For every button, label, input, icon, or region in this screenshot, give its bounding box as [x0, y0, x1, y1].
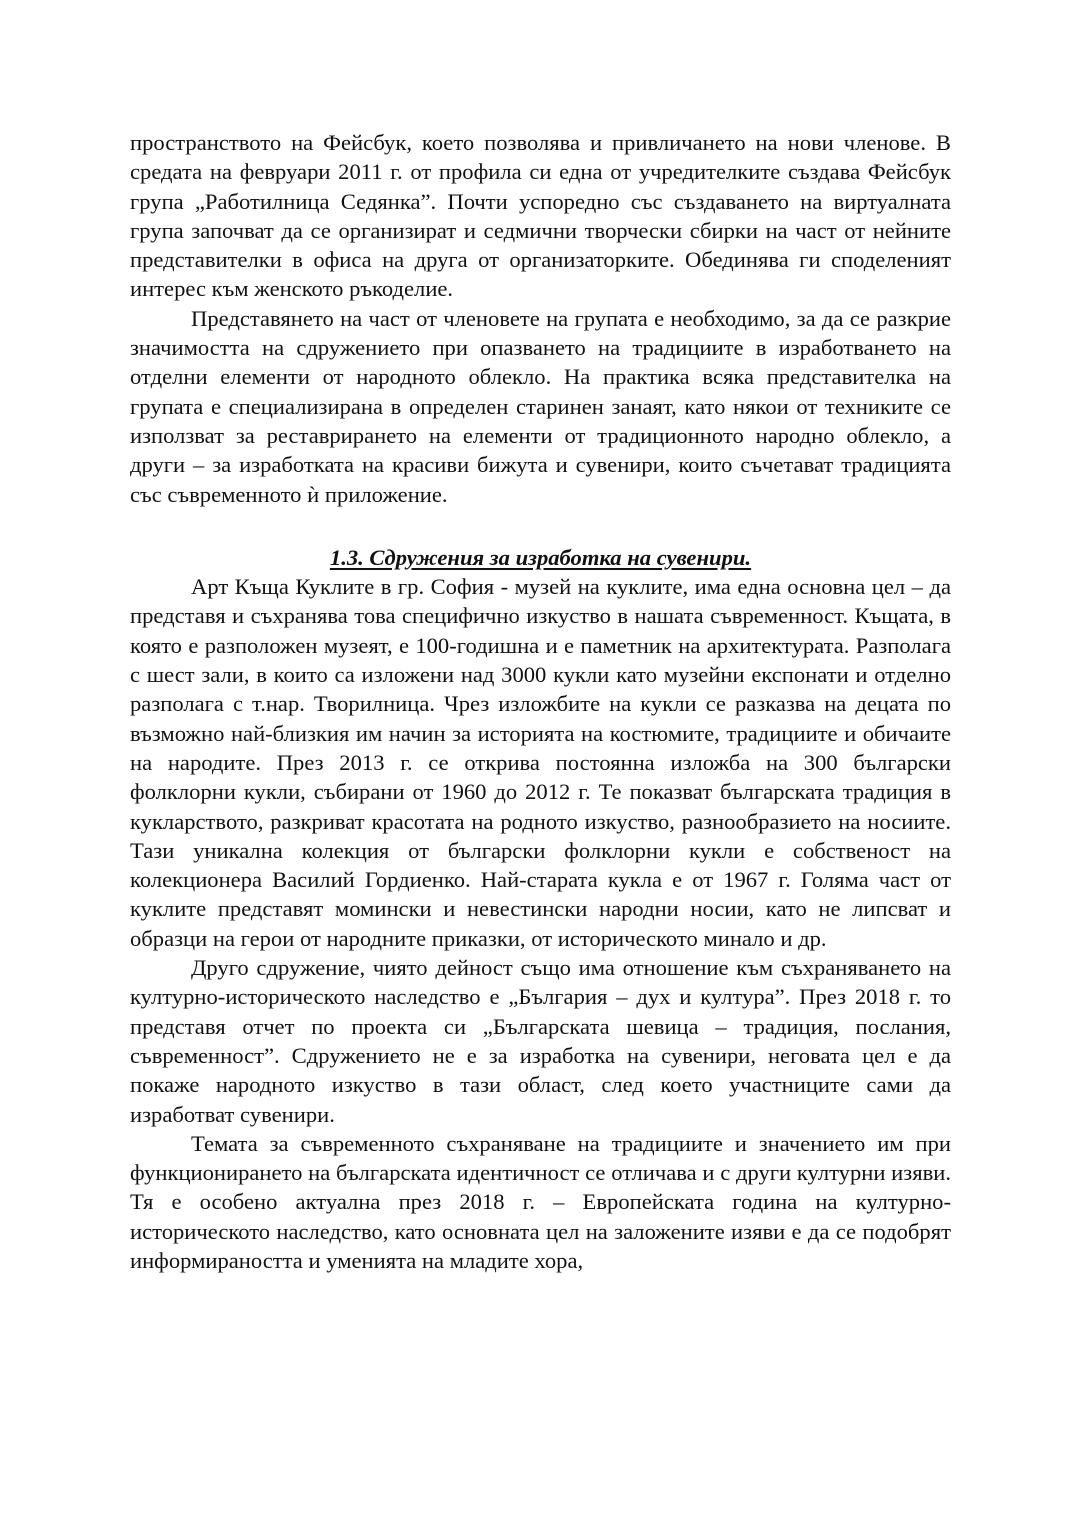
body-paragraph: Друго сдружение, чиято дейност също има отношение към съхраняването на културно-историческото наследство е „България – дух и култура”. През 2018 г. то представя отчет по проекта си „Българската шевица – традиция, послания, съвременност”. Сдружението не е за изработка на сувенири, неговата цел е да покаже народното изкуство в тази област, след което участниците сами да изработват сувенири.	[130, 955, 951, 1127]
body-paragraph: Темата за съвременното съхраняване на традициите и значението им при функционирането на българската идентичност се отличава и с други културни изяви. Тя е особено актуална през 2018 г. – Европейската година на културно-историческото наследство, като основната цел на заложените изяви е да се подобрят информираността и уменията на младите хора,	[130, 1130, 951, 1273]
body-paragraph: Арт Къща Куклите в гр. София - музей на куклите, има една основна цел – да представя и съхранява това специфично изкуство в нашата съвременност. Къщата, в която е разположен музеят, е 100-годишна и е паметник на архитектурата. Разполага с шест зали, в които са изложени над 3000 кукли като музейни експонати и отделно разполага с т.нар. Творилница. Чрез изложбите на кукли се разказва на децата по възможно най-близкия им начин за историята на костюмите, традициите и обичаите на народите. През 2013 г. се открива постоянна изложба на 300 български фолклорни кукли, събирани от 1960 до 2012 г. Те показват българската традиция в кукларството, разкриват красотата на родното изкуство, разнообразието на носиите. Тази уникална колекция от български фолклорни кукли е собственост на колекционера Василий Гордиенко. Най-старата кукла е от 1967 г. Голяма част от куклите представят момински и невестински народни носии, като не липсват и образци на герои от народните приказки, от историческото минало и др.	[130, 574, 951, 951]
section-heading: 1.3. Сдружения за изработка на сувенири.	[329, 544, 752, 570]
body-paragraph: Представянето на част от членовете на групата е необходимо, за да се разкрие значимостта на сдружението при опазването на традициите в изработването на отделни елементи от народното облекло. На практика всяка представителка на групата е специализирана в определен старинен занаят, като някои от техниките се използват за реставрирането на елементи от традиционното народно облекло, а други – за изработката на красиви бижута и сувенири, които съчетават традицията със съвременното ѝ приложение.	[130, 305, 951, 507]
document-page	[130, 128, 951, 1275]
body-paragraph: пространството на Фейсбук, което позволява и привличането на нови членове. В средата на февруари 2011 г. от профила си една от учредителките създава Фейсбук група „Работилница Седянка”. Почти успоредно със създаването на виртуалната група започват да се организират и седмични творчески сбирки на част от нейните представителки в офиса на друга от организаторките. Обединява ги споделеният интерес към женското ръкоделие.	[130, 130, 951, 302]
